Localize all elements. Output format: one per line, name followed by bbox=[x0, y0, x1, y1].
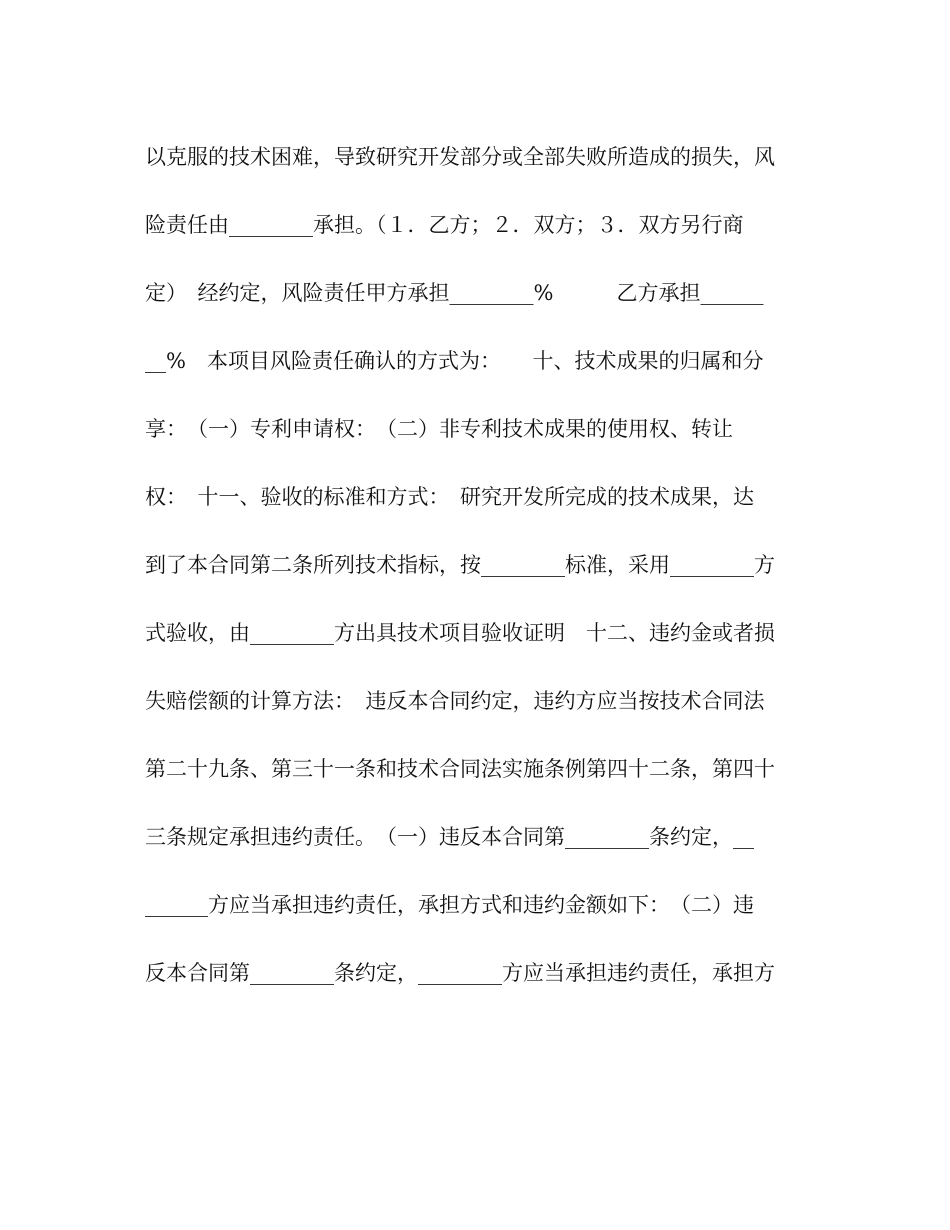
text-line: 三条规定承担违约责任。 （一）违反本合同第________条约定，__ bbox=[145, 825, 754, 849]
text-line: ______方应当承担违约责任，承担方式和违约金额如下： （二）违 bbox=[145, 893, 754, 917]
text-line: 以克服的技术困难，导致研究开发部分或全部失败所造成的损失，风 bbox=[145, 145, 775, 169]
text-line: 到了本合同第二条所列技术指标，按________标准，采用________方 bbox=[145, 553, 775, 577]
text-line: 式验收，由________方出具技术项目验收证明 十二、违约金或者损 bbox=[145, 621, 775, 645]
text-line: 险责任由________承担。（１．乙方；２．双方；３．双方另行商 bbox=[145, 213, 744, 237]
text-line: 定） 经约定，风险责任甲方承担________% 乙方承担______ bbox=[145, 281, 764, 305]
text-line: 第二十九条、第三十一条和技术合同法实施条例第四十二条，第四十 bbox=[145, 757, 775, 781]
text-line: 权： 十一、验收的标准和方式： 研究开发所完成的技术成果，达 bbox=[145, 485, 754, 509]
text-line: __% 本项目风险责任确认的方式为： 十、技术成果的归属和分 bbox=[145, 349, 764, 373]
text-line: 反本合同第________条约定，________方应当承担违约责任，承担方 bbox=[145, 961, 775, 985]
body-text bbox=[145, 140, 805, 1024]
text-line: 享： （一）专利申请权： （二）非专利技术成果的使用权、转让 bbox=[145, 417, 733, 441]
text-line: 失赔偿额的计算方法： 违反本合同约定，违约方应当按技术合同法 bbox=[145, 689, 765, 713]
